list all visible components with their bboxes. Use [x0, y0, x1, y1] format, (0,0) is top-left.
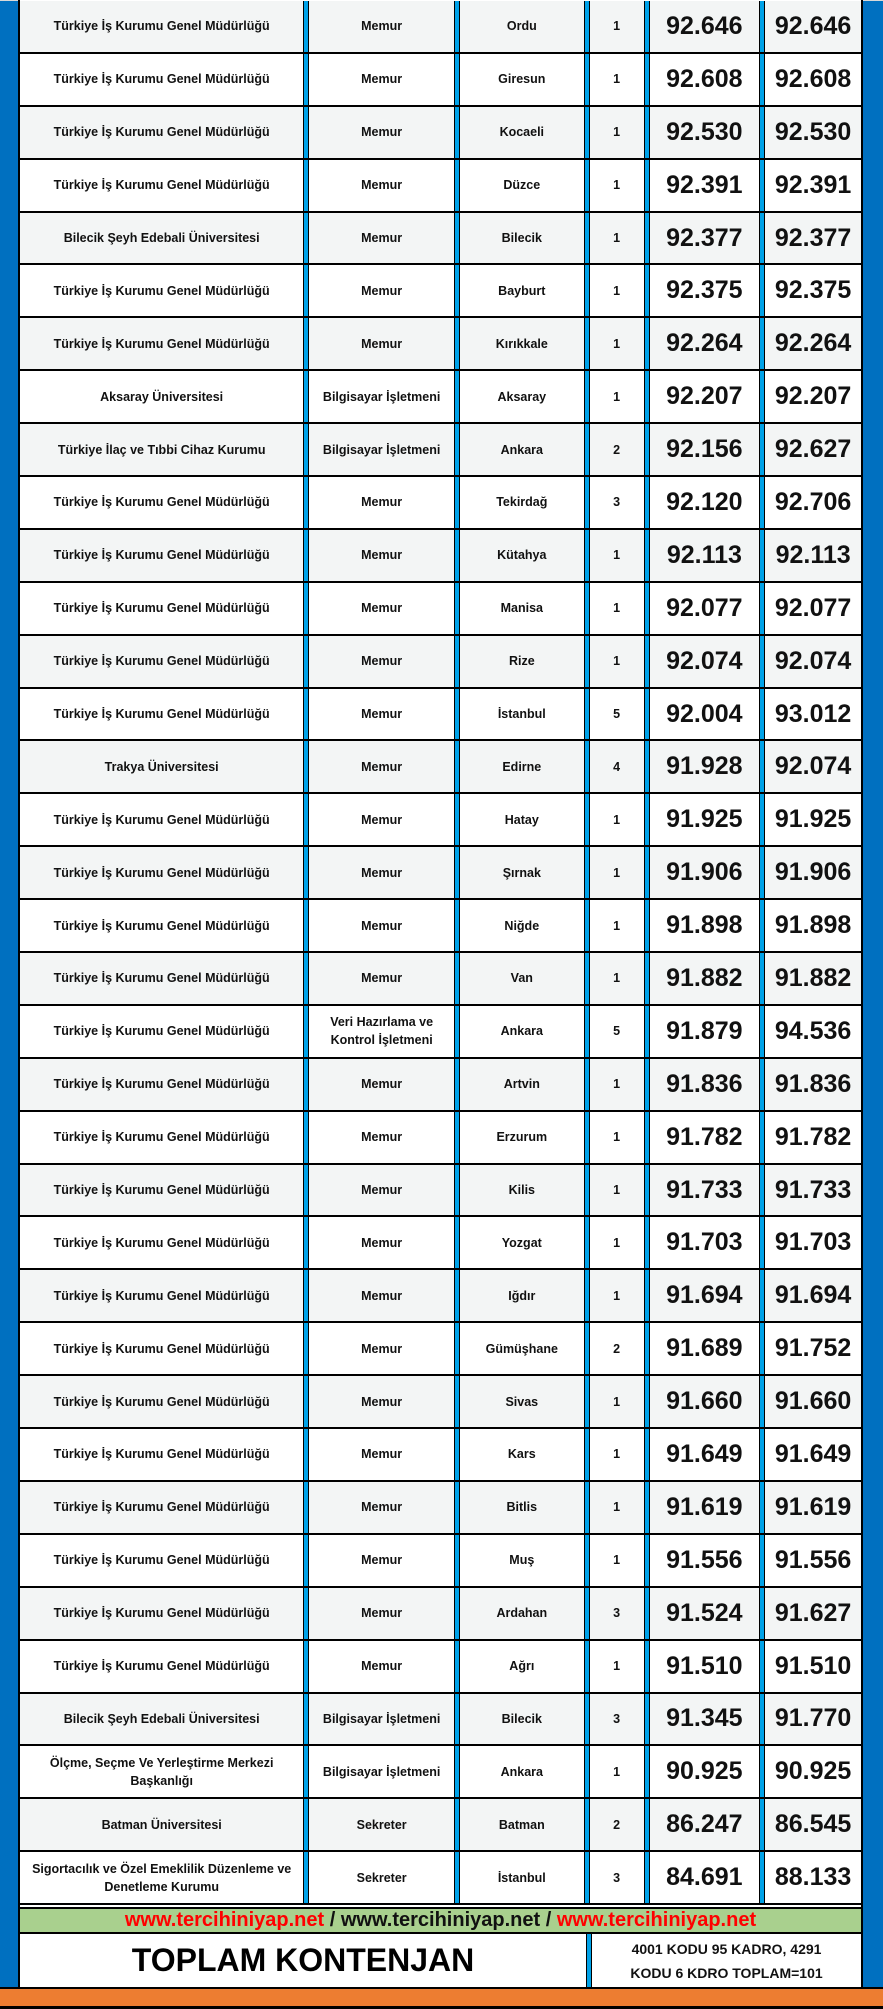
table-row: [20, 1059, 861, 1112]
quota-cell: 1: [613, 1447, 621, 1462]
table-row: [20, 54, 861, 107]
quota-cell: 5: [613, 707, 621, 722]
quota-cell: 4: [613, 759, 621, 774]
min-score-cell: 91.649: [666, 1439, 743, 1468]
totals-row: [20, 1934, 861, 1987]
min-score-cell: 91.345: [666, 1704, 743, 1733]
city-cell: Artvin: [503, 1077, 540, 1092]
min-score-cell: 91.836: [666, 1069, 743, 1098]
min-score-cell: 91.689: [666, 1334, 743, 1363]
totals-line-2: KODU 6 KDRO TOPLAM=101: [630, 1964, 823, 1981]
table-row: [20, 371, 861, 424]
institution-cell: Türkiye İş Kurumu Genel Müdürlüğü: [53, 1130, 270, 1145]
institution-cell: Bilecik Şeyh Edebali Üniversitesi: [63, 231, 260, 245]
institution-cell: Türkiye İş Kurumu Genel Müdürlüğü: [53, 1553, 270, 1568]
city-cell: Rize: [508, 654, 535, 669]
quota-cell: 3: [613, 1606, 621, 1621]
max-score-cell: 91.660: [774, 1387, 852, 1416]
max-score-cell: 88.133: [774, 1863, 852, 1892]
quota-cell: 1: [613, 654, 621, 669]
city-cell: Kocaeli: [499, 125, 545, 140]
city-cell: Bayburt: [498, 283, 546, 298]
quota-cell: 2: [613, 442, 621, 457]
position-title-cell: Memur: [361, 548, 403, 563]
position-title-cell: Memur: [361, 654, 403, 669]
table-row: [20, 318, 861, 371]
table-row: [20, 1535, 861, 1588]
max-score-cell: 91.898: [774, 911, 852, 940]
institution-cell: Türkiye İş Kurumu Genel Müdürlüğü: [53, 865, 270, 880]
max-score-cell: 92.530: [774, 117, 852, 146]
max-score-cell: 91.925: [774, 805, 852, 834]
quota-cell: 2: [613, 1817, 621, 1832]
table-row: [20, 160, 861, 213]
city-cell: Kütahya: [497, 548, 547, 563]
table-row: [20, 424, 861, 477]
max-score-cell: 92.391: [774, 170, 852, 199]
position-title-cell: Memur: [361, 1500, 403, 1515]
city-cell: Giresun: [498, 72, 546, 87]
min-score-cell: 92.207: [666, 382, 743, 411]
website-link-1[interactable]: www.tercihiniyap.net: [124, 1909, 325, 1931]
city-cell: Yozgat: [501, 1235, 542, 1250]
city-cell: Bilecik: [501, 1711, 542, 1726]
min-score-cell: 91.524: [666, 1598, 743, 1627]
min-score-cell: 90.925: [666, 1757, 743, 1786]
table-row: [20, 1323, 861, 1376]
position-title-cell: Memur: [361, 283, 403, 298]
quota-cell: 1: [613, 72, 621, 87]
position-title-cell: Memur: [361, 1130, 403, 1145]
quota-cell: 1: [613, 918, 621, 933]
table-row: [20, 1694, 861, 1747]
position-title-cell: Memur: [361, 707, 403, 722]
city-cell: Ağrı: [509, 1659, 535, 1674]
min-score-cell: 91.694: [666, 1281, 743, 1310]
max-score-cell: 91.882: [774, 963, 852, 992]
quota-cell: 1: [613, 389, 621, 404]
min-score-cell: 91.510: [666, 1651, 743, 1680]
quota-cell: 1: [613, 1553, 621, 1568]
max-score-cell: 92.375: [774, 276, 852, 305]
position-title-cell: Memur: [361, 1447, 403, 1462]
table-row: [20, 1006, 861, 1059]
max-score-cell: 92.077: [774, 593, 852, 622]
table-row: [20, 477, 861, 530]
table-row: [20, 1112, 861, 1165]
max-score-cell: 91.703: [774, 1228, 852, 1257]
institution-cell: Türkiye İş Kurumu Genel Müdürlüğü: [53, 918, 270, 933]
institution-cell: Türkiye İş Kurumu Genel Müdürlüğü: [53, 336, 270, 351]
institution-cell: Ölçme, Seçme Ve Yerleştirme Merkezi Başkanlığı: [49, 1755, 274, 1788]
city-cell: Ardahan: [496, 1606, 548, 1621]
city-cell: Ankara: [500, 1764, 543, 1779]
quota-cell: 1: [613, 336, 621, 351]
quota-cell: 1: [613, 548, 621, 563]
position-title-cell: Memur: [361, 1341, 403, 1356]
max-score-cell: 92.646: [774, 11, 852, 40]
table-row: [20, 1, 861, 54]
city-cell: Ankara: [500, 442, 543, 457]
institution-cell: Sigortacılık ve Özel Emeklilik Düzenleme ve Denetleme Kurumu: [32, 1861, 292, 1894]
quota-cell: 3: [613, 1870, 621, 1885]
position-title-cell: Memur: [361, 495, 403, 510]
institution-cell: Türkiye İş Kurumu Genel Müdürlüğü: [53, 72, 270, 87]
footer-orange-band: [0, 1987, 883, 2007]
table-row: [20, 1165, 861, 1218]
min-score-cell: 92.004: [666, 699, 743, 728]
max-score-cell: 91.694: [774, 1281, 852, 1310]
max-score-cell: 91.770: [774, 1704, 852, 1733]
website-link-3[interactable]: www.tercihiniyap.net: [556, 1909, 757, 1931]
city-cell: Kilis: [508, 1183, 535, 1198]
position-title-cell: Bilgisayar İşletmeni: [322, 442, 441, 457]
max-score-cell: 91.782: [774, 1122, 852, 1151]
city-cell: Bitlis: [506, 1500, 538, 1515]
max-score-cell: 91.627: [774, 1598, 852, 1627]
position-title-cell: Memur: [361, 1606, 403, 1621]
quota-cell: 1: [613, 1394, 621, 1409]
institution-cell: Türkiye İş Kurumu Genel Müdürlüğü: [53, 654, 270, 669]
city-cell: Hatay: [504, 812, 539, 827]
table-row: [20, 1482, 861, 1535]
position-title-cell: Memur: [361, 1288, 403, 1303]
table-row: [20, 1376, 861, 1429]
position-title-cell: Memur: [361, 178, 403, 193]
position-title-cell: Memur: [361, 759, 403, 774]
city-cell: Düzce: [503, 178, 541, 193]
min-score-cell: 91.882: [666, 963, 743, 992]
min-score-cell: 91.733: [666, 1175, 743, 1204]
position-title-cell: Memur: [361, 1183, 403, 1198]
institution-cell: Aksaray Üniversitesi: [100, 389, 224, 404]
table-row: [20, 1799, 861, 1852]
city-cell: Gümüşhane: [485, 1341, 558, 1356]
city-cell: Sivas: [505, 1394, 539, 1409]
table-row: [20, 794, 861, 847]
min-score-cell: 91.703: [666, 1228, 743, 1257]
max-score-cell: 91.556: [774, 1545, 852, 1574]
max-score-cell: 92.706: [774, 487, 852, 516]
totals-line-1: 4001 KODU 95 KADRO, 4291: [631, 1940, 822, 1957]
position-title-cell: Sekreter: [356, 1817, 407, 1832]
max-score-cell: 91.733: [774, 1175, 852, 1204]
quota-cell: 1: [613, 601, 621, 616]
min-score-cell: 91.619: [666, 1492, 743, 1521]
min-score-cell: 91.906: [666, 858, 743, 887]
min-score-cell: 92.264: [666, 329, 743, 358]
quota-cell: 1: [613, 1077, 621, 1092]
quota-cell: 1: [613, 1288, 621, 1303]
institution-cell: Türkiye İş Kurumu Genel Müdürlüğü: [53, 1077, 270, 1092]
institution-cell: Türkiye İş Kurumu Genel Müdürlüğü: [53, 125, 270, 140]
min-score-cell: 92.391: [666, 170, 743, 199]
quota-cell: 1: [613, 125, 621, 140]
city-cell: Aksaray: [497, 389, 547, 404]
table-row: [20, 953, 861, 1006]
min-score-cell: 84.691: [666, 1863, 743, 1892]
max-score-cell: 90.925: [774, 1757, 852, 1786]
min-score-cell: 92.375: [666, 276, 743, 305]
city-cell: Erzurum: [496, 1130, 548, 1145]
max-score-cell: 92.377: [774, 223, 852, 252]
totals-value: [592, 1934, 861, 1987]
position-title-cell: Memur: [361, 812, 403, 827]
position-title-cell: Memur: [361, 1235, 403, 1250]
table-row: [20, 1641, 861, 1694]
min-score-cell: 91.879: [666, 1016, 743, 1045]
institution-cell: Türkiye İş Kurumu Genel Müdürlüğü: [53, 812, 270, 827]
table-row: [20, 847, 861, 900]
max-score-cell: 86.545: [774, 1810, 852, 1839]
table-row: [20, 1746, 861, 1799]
institution-cell: Türkiye İş Kurumu Genel Müdürlüğü: [53, 707, 270, 722]
table-row: [20, 741, 861, 794]
position-title-cell: Memur: [361, 971, 403, 986]
position-title-cell: Memur: [361, 918, 403, 933]
max-score-cell: 91.752: [774, 1334, 852, 1363]
quota-cell: 5: [613, 1024, 621, 1039]
min-score-cell: 92.530: [666, 117, 743, 146]
quota-cell: 1: [613, 1659, 621, 1674]
table-row: [20, 1429, 861, 1482]
max-score-cell: 91.906: [774, 858, 852, 887]
table-row: [20, 689, 861, 742]
min-score-cell: 91.925: [666, 805, 743, 834]
table-row: [20, 1588, 861, 1641]
city-cell: Ordu: [506, 19, 537, 34]
city-cell: Edirne: [502, 759, 542, 774]
max-score-cell: 92.074: [774, 752, 852, 781]
institution-cell: Türkiye İş Kurumu Genel Müdürlüğü: [53, 1659, 270, 1674]
position-title-cell: Bilgisayar İşletmeni: [322, 389, 441, 404]
table-row: [20, 213, 861, 266]
banner-separator: /: [540, 1909, 557, 1931]
institution-cell: Türkiye İş Kurumu Genel Müdürlüğü: [53, 1183, 270, 1198]
table-row: [20, 1217, 861, 1270]
max-score-cell: 91.649: [774, 1439, 852, 1468]
quota-cell: 1: [613, 1500, 621, 1515]
max-score-cell: 92.074: [774, 646, 852, 675]
min-score-cell: 91.898: [666, 911, 743, 940]
min-score-cell: 91.782: [666, 1122, 743, 1151]
min-score-cell: 92.156: [666, 435, 743, 464]
position-title-cell: Memur: [361, 601, 403, 616]
quota-cell: 1: [613, 19, 621, 34]
quota-cell: 1: [613, 812, 621, 827]
max-score-cell: 91.619: [774, 1492, 852, 1521]
table-row: [20, 636, 861, 689]
city-cell: Tekirdağ: [496, 495, 548, 510]
quota-cell: 1: [613, 283, 621, 298]
min-score-cell: 92.077: [666, 593, 743, 622]
position-title-cell: Memur: [361, 1659, 403, 1674]
city-cell: Kars: [507, 1447, 536, 1462]
city-cell: Batman: [498, 1817, 545, 1832]
city-cell: Bilecik: [501, 231, 542, 245]
city-cell: Manisa: [500, 601, 543, 616]
min-score-cell: 92.608: [666, 64, 743, 93]
table-row: [20, 265, 861, 318]
totals-label: TOPLAM KONTENJAN: [131, 1942, 475, 1978]
quota-cell: 2: [613, 1341, 621, 1356]
max-score-cell: 92.207: [774, 382, 852, 411]
institution-cell: Türkiye İş Kurumu Genel Müdürlüğü: [53, 1341, 270, 1356]
website-banner: [20, 1907, 861, 1934]
institution-cell: Trakya Üniversitesi: [104, 759, 219, 774]
institution-cell: Türkiye İş Kurumu Genel Müdürlüğü: [53, 19, 270, 34]
position-title-cell: Memur: [361, 865, 403, 880]
quota-cell: 1: [613, 1235, 621, 1250]
city-cell: Van: [510, 971, 533, 986]
quota-cell: 3: [613, 495, 621, 510]
min-score-cell: 92.120: [666, 487, 743, 516]
min-score-cell: 91.928: [666, 752, 743, 781]
quota-cell: 1: [613, 971, 621, 986]
position-title-cell: Memur: [361, 125, 403, 140]
quota-cell: 1: [613, 865, 621, 880]
max-score-cell: 93.012: [774, 699, 852, 728]
table-row: [20, 1270, 861, 1323]
table-row: [20, 107, 861, 160]
quota-cell: 3: [613, 1711, 621, 1726]
position-title-cell: Memur: [361, 1394, 403, 1409]
city-cell: Kırıkkale: [495, 336, 548, 351]
city-cell: Muş: [509, 1553, 535, 1568]
institution-cell: Türkiye İş Kurumu Genel Müdürlüğü: [53, 1024, 270, 1039]
max-score-cell: 92.608: [774, 64, 852, 93]
city-cell: Şırnak: [502, 865, 541, 880]
position-title-cell: Memur: [361, 19, 403, 34]
city-cell: İstanbul: [497, 707, 546, 722]
max-score-cell: 91.836: [774, 1069, 852, 1098]
institution-cell: Türkiye İş Kurumu Genel Müdürlüğü: [53, 495, 270, 510]
banner-separator: /: [324, 1909, 341, 1931]
max-score-cell: 91.510: [774, 1651, 852, 1680]
institution-cell: Türkiye İş Kurumu Genel Müdürlüğü: [53, 1500, 270, 1515]
quota-cell: 1: [613, 1764, 621, 1779]
quota-cell: 1: [613, 1183, 621, 1198]
max-score-cell: 92.113: [775, 540, 851, 569]
position-title-cell: Memur: [361, 1553, 403, 1568]
table-row: [20, 1852, 861, 1905]
min-score-cell: 92.646: [666, 11, 743, 40]
position-title-cell: Bilgisayar İşletmeni: [322, 1711, 441, 1726]
placement-score-table: [20, 1, 861, 1905]
institution-cell: Batman Üniversitesi: [101, 1817, 222, 1832]
institution-cell: Türkiye İş Kurumu Genel Müdürlüğü: [53, 971, 270, 986]
position-title-cell: Memur: [361, 72, 403, 87]
max-score-cell: 92.627: [774, 435, 852, 464]
institution-cell: Türkiye İlaç ve Tıbbi Cihaz Kurumu: [57, 442, 266, 457]
quota-cell: 1: [613, 178, 621, 193]
institution-cell: Türkiye İş Kurumu Genel Müdürlüğü: [53, 283, 270, 298]
institution-cell: Türkiye İş Kurumu Genel Müdürlüğü: [53, 178, 270, 193]
position-title-cell: Sekreter: [356, 1870, 407, 1885]
table-row: [20, 900, 861, 953]
table-row: [20, 530, 861, 583]
institution-cell: Türkiye İş Kurumu Genel Müdürlüğü: [53, 1288, 270, 1303]
position-title-cell: Veri Hazırlama ve Kontrol İşletmeni: [330, 1015, 434, 1048]
institution-cell: Türkiye İş Kurumu Genel Müdürlüğü: [53, 548, 270, 563]
website-link-2[interactable]: www.tercihiniyap.net: [340, 1909, 541, 1931]
position-title-cell: Memur: [361, 336, 403, 351]
institution-cell: Bilecik Şeyh Edebali Üniversitesi: [63, 1711, 260, 1726]
institution-cell: Türkiye İş Kurumu Genel Müdürlüğü: [53, 1447, 270, 1462]
city-cell: Ankara: [500, 1024, 543, 1039]
table-row: [20, 583, 861, 636]
max-score-cell: 94.536: [774, 1016, 852, 1045]
city-cell: İstanbul: [497, 1870, 546, 1885]
quota-cell: 1: [613, 231, 621, 245]
institution-cell: Türkiye İş Kurumu Genel Müdürlüğü: [53, 1394, 270, 1409]
position-title-cell: Memur: [361, 231, 403, 245]
position-title-cell: Bilgisayar İşletmeni: [322, 1764, 441, 1779]
min-score-cell: 91.556: [666, 1545, 743, 1574]
min-score-cell: 91.660: [666, 1387, 743, 1416]
min-score-cell: 92.377: [666, 223, 743, 252]
institution-cell: Türkiye İş Kurumu Genel Müdürlüğü: [53, 601, 270, 616]
position-title-cell: Memur: [361, 1077, 403, 1092]
min-score-cell: 92.113: [666, 540, 742, 569]
quota-cell: 1: [613, 1130, 621, 1145]
city-cell: Niğde: [504, 918, 540, 933]
min-score-cell: 86.247: [666, 1810, 743, 1839]
max-score-cell: 92.264: [774, 329, 852, 358]
min-score-cell: 92.074: [666, 646, 743, 675]
institution-cell: Türkiye İş Kurumu Genel Müdürlüğü: [53, 1606, 270, 1621]
city-cell: Iğdır: [508, 1288, 536, 1303]
institution-cell: Türkiye İş Kurumu Genel Müdürlüğü: [53, 1235, 270, 1250]
